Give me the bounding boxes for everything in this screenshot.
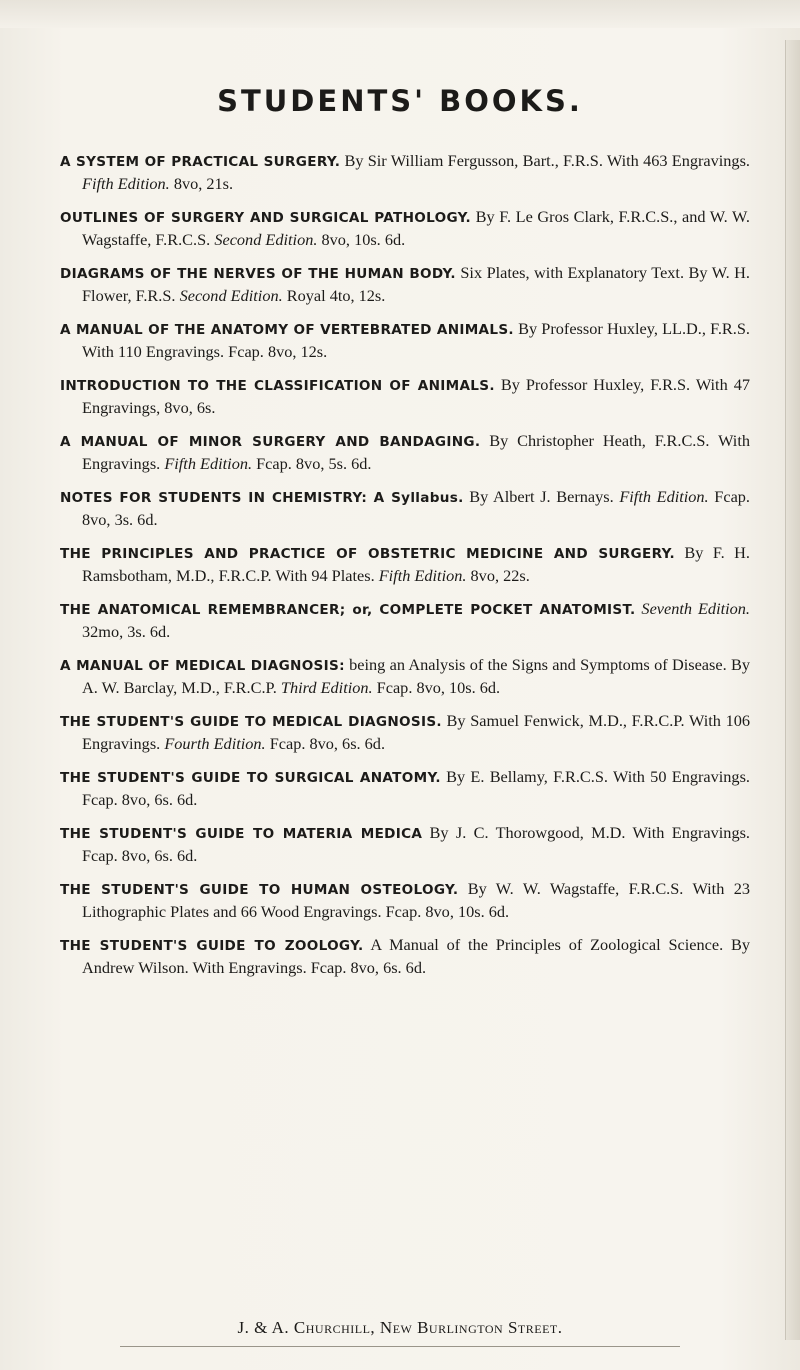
book-edition: Third Edition. [280,678,373,697]
publisher-imprint [0,1318,800,1338]
book-details: By Christopher Heath, F.R.C.S. With Engravings. [82,431,750,473]
book-entry [60,766,750,810]
book-title: THE PRINCIPLES AND PRACTICE OF OBSTETRIC MEDICINE AND SURGERY. [60,546,675,562]
book-entry [60,206,750,250]
book-format-price: 8vo, 22s. [470,566,530,585]
book-title: NOTES FOR STUDENTS IN CHEMISTRY: A Syllabus. [60,490,464,506]
book-details: By Professor Huxley, LL.D., F.R.S. With 110 Engravings. Fcap. 8vo, 12s. [82,319,750,361]
bottom-rule [120,1346,680,1347]
book-entry [60,654,750,698]
book-title: A MANUAL OF MEDICAL DIAGNOSIS: [60,658,345,674]
book-entry [60,934,750,978]
book-edition: Fifth Edition. [82,174,170,193]
book-format-price: Fcap. 8vo, 10s. 6d. [376,678,501,697]
book-entry [60,150,750,194]
book-entry [60,318,750,362]
book-title: A MANUAL OF THE ANATOMY OF VERTEBRATED ANIMALS. [60,322,514,338]
book-details: being an Analysis of the Signs and Symptoms of Disease. By A. W. Barclay, M.D., F.R.C.P. [82,655,750,697]
book-entry [60,374,750,418]
book-title: THE ANATOMICAL REMEMBRANCER; or, COMPLETE POCKET ANATOMIST. [60,602,636,618]
publisher-text: J. & A. Churchill, New Burlington Street. [237,1318,563,1337]
book-format-price: 8vo, 21s. [173,174,234,193]
book-entry [60,822,750,866]
book-format-price: 32mo, 3s. 6d. [82,622,171,641]
book-edition: Fifth Edition. [378,566,467,585]
book-details: A Manual of the Principles of Zoological Science. By Andrew Wilson. With Engravings. Fcap. 8vo, 6s. 6d. [82,935,750,977]
book-format-price: Royal 4to, 12s. [286,286,386,305]
book-edition: Fourth Edition. [164,734,266,753]
book-title: THE STUDENT'S GUIDE TO MATERIA MEDICA [60,826,423,842]
book-entry [60,542,750,586]
page-edge [785,40,800,1340]
book-details: Six Plates, with Explanatory Text. By W. H. Flower, F.R.S. [82,263,751,305]
top-shadow [0,0,800,28]
book-edition: Second Edition. [179,286,283,305]
book-format-price: Fcap. 8vo, 6s. 6d. [269,734,386,753]
book-edition: Second Edition. [214,230,318,249]
book-title: OUTLINES OF SURGERY AND SURGICAL PATHOLOGY. [60,210,471,226]
book-title: THE STUDENT'S GUIDE TO SURGICAL ANATOMY. [60,770,441,786]
book-title: INTRODUCTION TO THE CLASSIFICATION OF ANIMALS. [60,378,495,394]
book-entry [60,598,750,642]
book-details: By W. W. Wagstaffe, F.R.C.S. With 23 Lithographic Plates and 66 Wood Engravings. Fcap. 8vo, 10s. 6d. [82,879,750,921]
book-entry [60,486,750,530]
book-entry [60,878,750,922]
book-details: By Samuel Fenwick, M.D., F.R.C.P. With 106 Engravings. [82,711,750,753]
book-title: THE STUDENT'S GUIDE TO MEDICAL DIAGNOSIS. [60,714,442,730]
book-details: By F. Le Gros Clark, F.R.C.S., and W. W. Wagstaffe, F.R.C.S. [82,207,750,249]
book-entry [60,710,750,754]
book-edition: Fifth Edition. [619,487,709,506]
book-details: By F. H. Ramsbotham, M.D., F.R.C.P. With 94 Plates. [82,543,750,585]
book-list [60,150,750,990]
page-heading: STUDENTS' BOOKS. [217,84,583,118]
book-title: A SYSTEM OF PRACTICAL SURGERY. [60,154,341,170]
book-format-price: 8vo, 10s. 6d. [321,230,406,249]
book-edition: Seventh Edition. [641,599,750,618]
book-format-price: Fcap. 8vo, 5s. 6d. [256,454,372,473]
book-details: By Professor Huxley, F.R.S. With 47 Engravings, 8vo, 6s. [82,375,750,417]
book-details: By E. Bellamy, F.R.C.S. With 50 Engravings. Fcap. 8vo, 6s. 6d. [82,767,750,809]
book-details: By J. C. Thorowgood, M.D. With Engravings. Fcap. 8vo, 6s. 6d. [82,823,750,865]
book-edition: Fifth Edition. [164,454,253,473]
book-title: THE STUDENT'S GUIDE TO HUMAN OSTEOLOGY. [60,882,459,898]
book-details: By Albert J. Bernays. [469,487,614,506]
book-title: A MANUAL OF MINOR SURGERY AND BANDAGING. [60,434,481,450]
book-title: DIAGRAMS OF THE NERVES OF THE HUMAN BODY. [60,266,456,282]
book-title: THE STUDENT'S GUIDE TO ZOOLOGY. [60,938,364,954]
book-entry [60,430,750,474]
book-format-price: Fcap. 8vo, 3s. 6d. [82,487,750,529]
book-details: By Sir William Fergusson, Bart., F.R.S. With 463 Engravings. [344,151,750,170]
book-entry [60,262,750,306]
